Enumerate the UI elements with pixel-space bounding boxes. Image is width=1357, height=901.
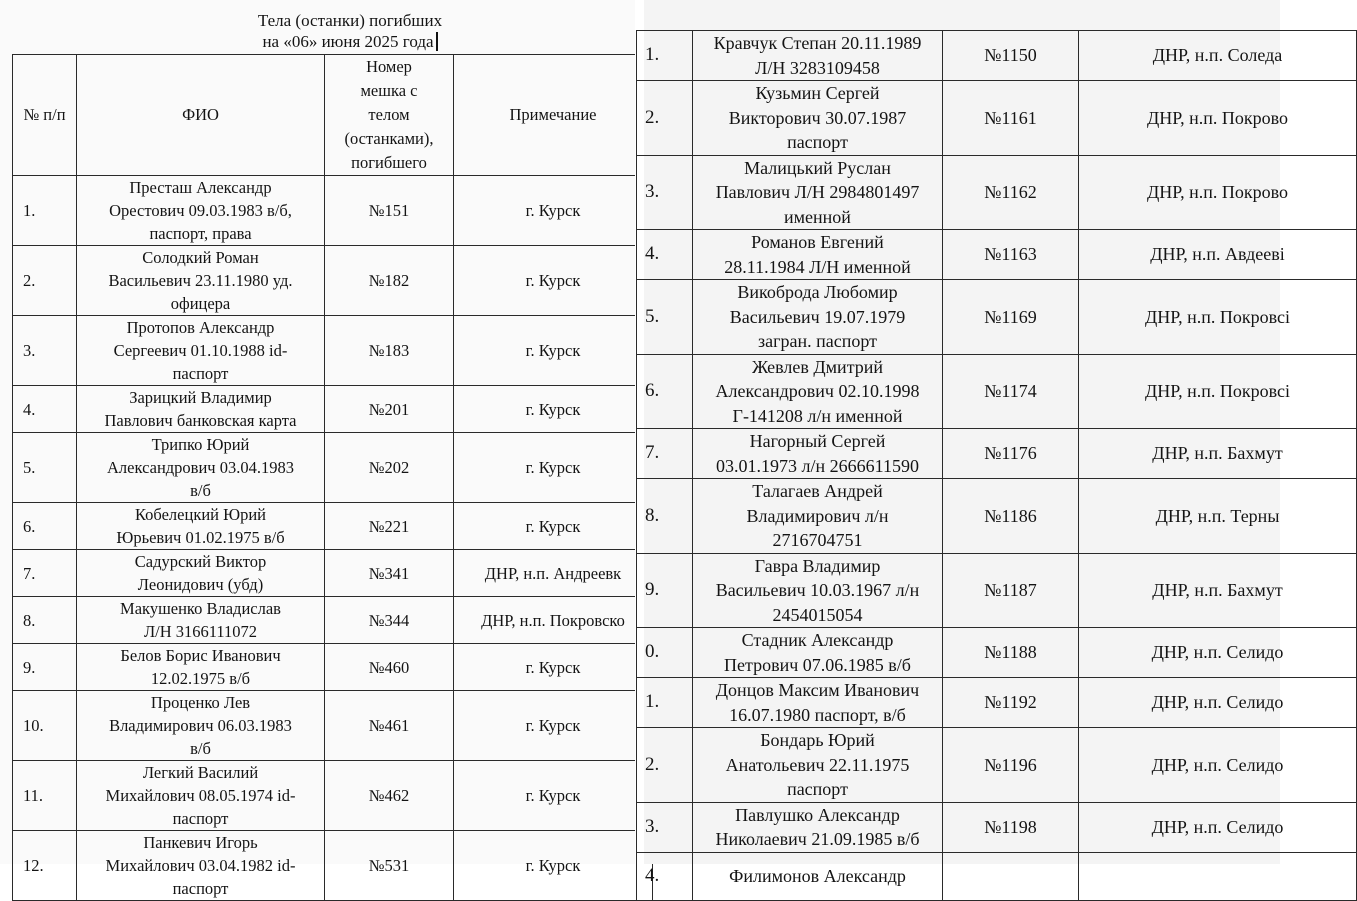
- table-row: [637, 802, 1357, 852]
- fio-line: Николаевич 21.09.1985 в/б: [715, 829, 920, 849]
- row-fio: [693, 728, 943, 803]
- table-row: [637, 155, 1357, 230]
- fio-line: паспорт: [172, 364, 229, 383]
- row-number: 3.: [637, 155, 693, 230]
- row-number: 8.: [637, 479, 693, 554]
- table-row: [13, 316, 653, 386]
- row-fio: [77, 691, 325, 761]
- row-fio: [77, 246, 325, 316]
- table-row: [637, 280, 1357, 355]
- fio-line: Кобелецкий Юрий: [135, 505, 266, 524]
- table-row: [13, 503, 653, 550]
- row-number: 6.: [13, 503, 77, 550]
- fio-line: Малицький Руслан: [744, 157, 891, 178]
- row-number: 1.: [637, 31, 693, 81]
- fio-line: Нагорный Сергей: [749, 431, 886, 451]
- row-note: ДНР, н.п. Покрово: [1079, 155, 1357, 230]
- row-note: [1079, 852, 1357, 900]
- left-document-page: [0, 0, 635, 898]
- table-row: [637, 354, 1357, 429]
- fio-line: паспорт: [172, 809, 229, 828]
- fio-line: Л/Н 3166111072: [143, 622, 258, 641]
- fio-line: загран. паспорт: [758, 331, 877, 351]
- row-note: г. Курск: [454, 386, 653, 433]
- row-number: 11.: [13, 761, 77, 831]
- row-note: ДНР, н.п. Селидо: [1079, 728, 1357, 803]
- row-number: 1.: [13, 176, 77, 246]
- fio-line: Панкевич Игорь: [143, 833, 258, 852]
- table-row: [637, 678, 1357, 728]
- row-bag-number: №201: [325, 386, 454, 433]
- row-bag-number: №1169: [943, 280, 1079, 355]
- fio-line: именной: [784, 206, 851, 227]
- fio-line: Л/Н 3283109458: [755, 57, 880, 78]
- row-fio: [77, 503, 325, 550]
- row-note: г. Курск: [454, 433, 653, 503]
- row-fio: [693, 354, 943, 429]
- table-row: [637, 230, 1357, 280]
- row-note: ДНР, н.п. Селидо: [1079, 802, 1357, 852]
- fio-line: Павлович банковская карта: [104, 411, 297, 430]
- row-fio: [693, 678, 943, 728]
- fio-line: Престаш Александр: [129, 178, 272, 197]
- row-bag-number: №182: [325, 246, 454, 316]
- header-note: Примечание: [454, 55, 653, 176]
- row-fio: [693, 553, 943, 628]
- fio-line: паспорт, права: [149, 224, 252, 243]
- row-note: ДНР, н.п. Бахмут: [1079, 553, 1357, 628]
- row-fio: [693, 628, 943, 678]
- row-fio: [693, 802, 943, 852]
- fio-line: в/б: [190, 481, 211, 500]
- fio-line: Павлович Л/Н 2984801497: [715, 182, 920, 202]
- row-fio: [77, 316, 325, 386]
- fio-line: Талагаев Андрей: [752, 481, 883, 501]
- row-number: 1.: [637, 678, 693, 728]
- row-note: ДНР, н.п. Терны: [1079, 479, 1357, 554]
- row-note: ДНР, н.п. Авдееві: [1079, 230, 1357, 280]
- row-bag-number: №1186: [943, 479, 1079, 554]
- header-fio: ФИО: [77, 55, 325, 176]
- fio-line: Кравчук Степан 20.11.1989: [713, 33, 922, 53]
- row-bag-number: №1188: [943, 628, 1079, 678]
- fio-line: Макушенко Владислав: [120, 599, 281, 618]
- row-number: 7.: [13, 550, 77, 597]
- fio-line: Орестович 09.03.1983 в/б,: [109, 201, 292, 220]
- fio-line: Павлушко Александр: [735, 804, 900, 825]
- right-table: [636, 30, 1357, 901]
- fio-line: Филимонов Александр: [729, 865, 906, 886]
- header-bag-line: Номер: [366, 57, 412, 76]
- fio-line: Протопов Александр: [126, 318, 275, 337]
- table-row: [13, 246, 653, 316]
- row-bag-number: №221: [325, 503, 454, 550]
- table-row: [13, 691, 653, 761]
- row-fio: [693, 230, 943, 280]
- fio-line: Белов Борис Иванович: [120, 646, 281, 665]
- row-bag-number: №341: [325, 550, 454, 597]
- fio-line: Михайлович 08.05.1974 id-: [105, 786, 296, 805]
- row-number: 4.: [637, 230, 693, 280]
- row-number: 6.: [637, 354, 693, 429]
- fio-line: Викоброда Любомир: [737, 282, 898, 302]
- fio-line: Васильевич 19.07.1979: [729, 306, 906, 327]
- row-number: 3.: [637, 802, 693, 852]
- fio-line: Кузьмин Сергей: [755, 83, 880, 103]
- fio-line: Леонидович (убд): [137, 575, 264, 594]
- row-bag-number: №1163: [943, 230, 1079, 280]
- row-fio: [77, 761, 325, 831]
- row-bag-number: №1198: [943, 802, 1079, 852]
- fio-line: Юрьевич 01.02.1975 в/б: [116, 528, 285, 547]
- row-bag-number: №462: [325, 761, 454, 831]
- row-number: 0.: [637, 628, 693, 678]
- fio-line: 03.01.1973 л/н 2666611590: [716, 455, 919, 476]
- row-note: ДНР, н.п. Селидо: [1079, 678, 1357, 728]
- table-row: [13, 386, 653, 433]
- row-fio: [693, 429, 943, 479]
- row-fio: [693, 155, 943, 230]
- table-header-row: [13, 55, 653, 176]
- row-fio: [693, 852, 943, 900]
- header-bag-line: мешка с: [360, 81, 418, 100]
- header-bag-line: телом: [368, 105, 410, 124]
- fio-line: Васильевич 10.03.1967 л/н: [715, 580, 920, 600]
- row-fio: [77, 831, 325, 901]
- fio-line: Проценко Лев: [150, 693, 251, 712]
- row-fio: [693, 479, 943, 554]
- row-note: ДНР, н.п. Соледа: [1079, 31, 1357, 81]
- row-note: г. Курск: [454, 831, 653, 901]
- right-document-page: [644, 0, 1290, 886]
- title-line-2: на «06» июня 2025 года: [262, 32, 437, 51]
- table-row: [637, 81, 1357, 156]
- fio-line: Солодкий Роман: [142, 248, 259, 267]
- row-fio: [77, 550, 325, 597]
- fio-line: Жевлев Дмитрий: [751, 356, 884, 377]
- fio-line: Александрович 03.04.1983: [107, 458, 294, 477]
- row-number: 4.: [13, 386, 77, 433]
- row-fio: [693, 81, 943, 156]
- row-number: 5.: [13, 433, 77, 503]
- row-bag-number: №1161: [943, 81, 1079, 156]
- row-fio: [77, 597, 325, 644]
- row-number: 2.: [637, 81, 693, 156]
- row-bag-number: №1176: [943, 429, 1079, 479]
- row-number: 2.: [13, 246, 77, 316]
- row-bag-number: №461: [325, 691, 454, 761]
- row-note: г. Курск: [454, 503, 653, 550]
- row-number: 7.: [637, 429, 693, 479]
- row-number: 8.: [13, 597, 77, 644]
- fio-line: 28.11.1984 Л/Н именной: [724, 256, 911, 277]
- row-fio: [77, 386, 325, 433]
- row-fio: [77, 644, 325, 691]
- fio-line: Садурский Виктор: [134, 552, 267, 571]
- row-fio: [77, 176, 325, 246]
- row-note: ДНР, н.п. Бахмут: [1079, 429, 1357, 479]
- row-bag-number: №1174: [943, 354, 1079, 429]
- row-note: г. Курск: [454, 761, 653, 831]
- row-number: 4.: [637, 852, 693, 900]
- header-bag-number: [325, 55, 454, 176]
- fio-line: Петрович 07.06.1985 в/б: [724, 654, 911, 675]
- row-number: 5.: [637, 280, 693, 355]
- row-bag-number: №344: [325, 597, 454, 644]
- fio-line: 2716704751: [772, 530, 863, 550]
- row-number: 9.: [13, 644, 77, 691]
- document-title: [200, 10, 500, 52]
- left-table: [12, 54, 653, 901]
- row-bag-number: №1150: [943, 31, 1079, 81]
- row-bag-number: №202: [325, 433, 454, 503]
- fio-line: Донцов Максим Иванович: [715, 680, 920, 700]
- fio-line: паспорт: [172, 879, 229, 898]
- table-row: [13, 644, 653, 691]
- row-note: г. Курск: [454, 176, 653, 246]
- table-row: [637, 31, 1357, 81]
- row-number: 3.: [13, 316, 77, 386]
- table-row: [13, 761, 653, 831]
- fio-line: Гавра Владимир: [754, 555, 881, 576]
- title-line-1: Тела (останки) погибших: [257, 11, 443, 30]
- fio-line: 2454015054: [772, 604, 863, 625]
- table-row: [637, 429, 1357, 479]
- fio-line: паспорт: [787, 779, 848, 799]
- table-row: [637, 553, 1357, 628]
- row-note: ДНР, н.п. Андреевк: [454, 550, 653, 597]
- row-bag-number: №151: [325, 176, 454, 246]
- table-row: [13, 597, 653, 644]
- row-bag-number: №1196: [943, 728, 1079, 803]
- row-bag-number: №1162: [943, 155, 1079, 230]
- fio-line: Зарицкий Владимир: [129, 388, 272, 407]
- row-note: г. Курск: [454, 316, 653, 386]
- table-row: [637, 628, 1357, 678]
- fio-line: офицера: [170, 294, 231, 313]
- row-note: ДНР, н.п. Селидо: [1079, 628, 1357, 678]
- row-note: г. Курск: [454, 644, 653, 691]
- row-bag-number: №1187: [943, 553, 1079, 628]
- fio-line: Стадник Александр: [741, 630, 894, 650]
- row-note: г. Курск: [454, 246, 653, 316]
- row-number: 12.: [13, 831, 77, 901]
- fio-line: Викторович 30.07.1987: [728, 107, 907, 128]
- row-note: ДНР, н.п. Покрово: [1079, 81, 1357, 156]
- row-note: г. Курск: [454, 691, 653, 761]
- header-num: № п/п: [13, 55, 77, 176]
- fio-line: в/б: [190, 739, 211, 758]
- fio-line: 12.02.1975 в/б: [150, 669, 251, 688]
- fio-line: Легкий Василий: [142, 763, 259, 782]
- header-bag-line: (останками),: [344, 129, 434, 148]
- fio-line: Михайлович 03.04.1982 id-: [105, 856, 296, 875]
- fio-line: Александрович 02.10.1998: [715, 381, 920, 401]
- fio-line: Трипко Юрий: [151, 435, 250, 454]
- fio-line: Владимирович л/н: [746, 505, 889, 526]
- table-row: [13, 176, 653, 246]
- table-row: [13, 433, 653, 503]
- table-row: [637, 728, 1357, 803]
- row-fio: [693, 280, 943, 355]
- row-bag-number: №183: [325, 316, 454, 386]
- row-fio: [693, 31, 943, 81]
- table-row: [13, 550, 653, 597]
- fio-line: паспорт: [787, 132, 848, 152]
- table-row: [13, 831, 653, 901]
- row-note: ДНР, н.п. Покровско: [454, 597, 653, 644]
- row-number: 9.: [637, 553, 693, 628]
- fio-line: Романов Евгений: [751, 232, 884, 252]
- row-bag-number: [943, 852, 1079, 900]
- fio-line: Г-141208 л/н именной: [732, 405, 903, 426]
- fio-line: Васильевич 23.11.1980 уд.: [108, 271, 293, 290]
- row-number: 10.: [13, 691, 77, 761]
- row-bag-number: №531: [325, 831, 454, 901]
- fio-line: Бондарь Юрий: [760, 730, 875, 750]
- fio-line: Сергеевич 01.10.1988 id-: [113, 341, 288, 360]
- table-row: [637, 852, 1357, 900]
- fio-line: Анатольевич 22.11.1975: [725, 754, 910, 775]
- row-fio: [77, 433, 325, 503]
- fio-line: Владимирович 06.03.1983: [109, 716, 292, 735]
- fio-line: 16.07.1980 паспорт, в/б: [729, 704, 906, 725]
- row-note: ДНР, н.п. Покровсі: [1079, 354, 1357, 429]
- row-note: ДНР, н.п. Покровсі: [1079, 280, 1357, 355]
- table-row: [637, 479, 1357, 554]
- row-bag-number: №1192: [943, 678, 1079, 728]
- row-bag-number: №460: [325, 644, 454, 691]
- row-number: 2.: [637, 728, 693, 803]
- header-bag-line: погибшего: [351, 153, 427, 172]
